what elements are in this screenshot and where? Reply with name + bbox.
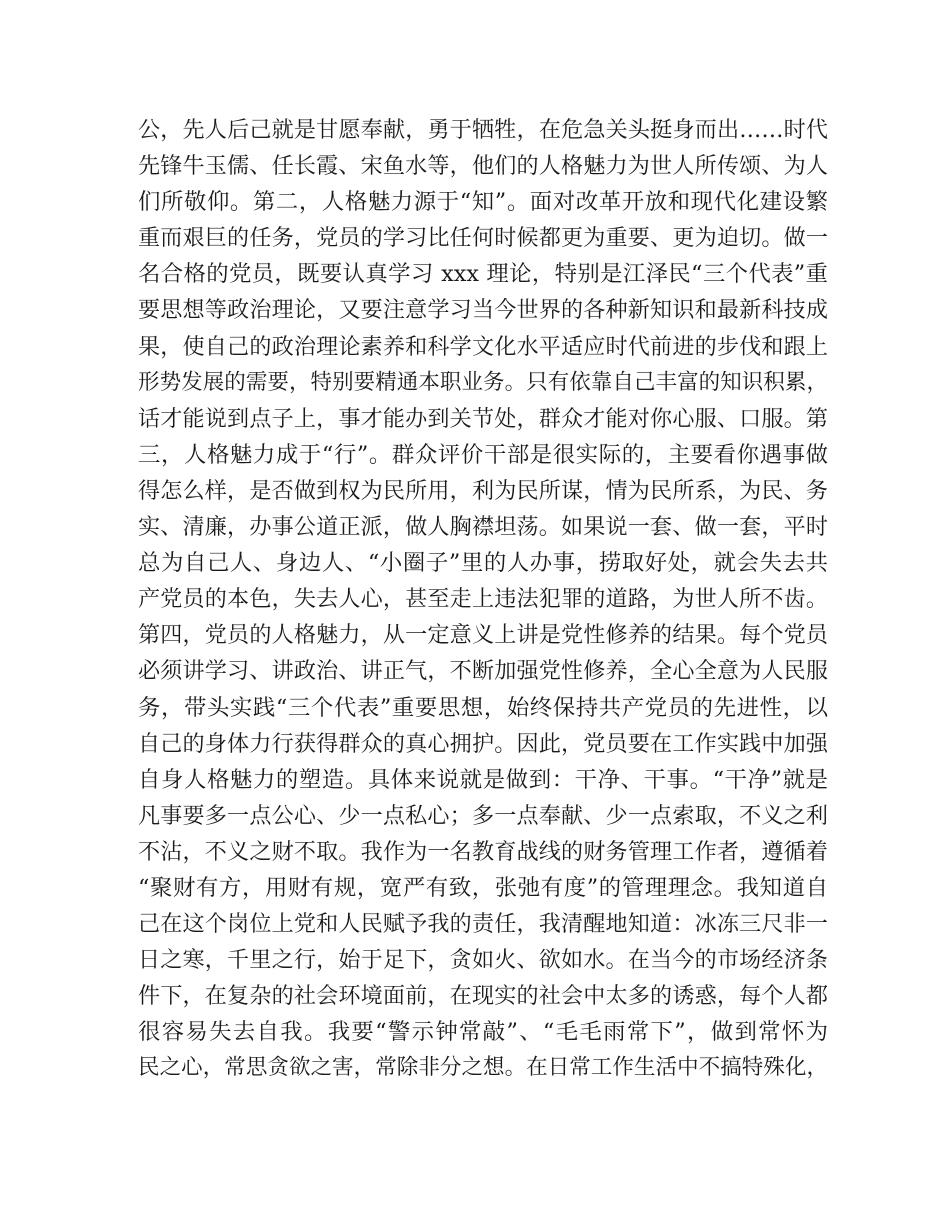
text-line: 总为自己人、身边人、“小圈子”里的人办事，捞取好处，就会失去共 [138,550,828,577]
text-line: 必须讲学习、讲政治、讲正气，不断加强党性修养，全心全意为人民服 [138,658,828,685]
text-line: 很容易失去自我。我要“警示钟常敲”、“毛毛雨常下”，做到常怀为 [138,1019,828,1046]
text-line: “聚财有方，用财有规，宽严有致，张弛有度”的管理理念。我知道自 [138,874,828,901]
text-line: 民之心，常思贪欲之害，常除非分之想。在日常工作生活中不搞特殊化， [138,1055,828,1081]
text-line: 日之寒，千里之行，始于足下，贪如火、欲如水。在当今的市场经济条 [138,947,828,974]
text-line: 得怎么样，是否做到权为民所用，利为民所谋，情为民所系，为民、务 [138,477,828,504]
text-line: 凡事要多一点公心、少一点私心；多一点奉献、少一点索取，不义之利 [138,802,828,829]
text-line: 名合格的党员，既要认真学习 xxx 理论，特别是江泽民“三个代表”重 [138,261,828,288]
text-line: 产党员的本色，失去人心，甚至走上违法犯罪的道路，为世人所不齿。 [138,586,828,613]
text-line: 自己的身体力行获得群众的真心拥护。因此，党员要在工作实践中加强 [138,730,828,757]
text-line: 务，带头实践“三个代表”重要思想，始终保持共产党员的先进性，以 [138,694,828,721]
text-line: 先锋牛玉儒、任长霞、宋鱼水等，他们的人格魅力为世人所传颂、为人 [138,153,828,180]
text-line: 要思想等政治理论，又要注意学习当今世界的各种新知识和最新科技成 [138,297,828,324]
text-line: 己在这个岗位上党和人民赋予我的责任，我清醒地知道：冰冻三尺非一 [138,911,828,938]
text-line: 话才能说到点子上，事才能办到关节处，群众才能对你心服、口服。第 [138,405,828,432]
text-line: 不沾，不义之财不取。我作为一名教育战线的财务管理工作者，遵循着 [138,838,828,865]
text-line: 自身人格魅力的塑造。具体来说就是做到：干净、干事。“干净”就是 [138,766,828,793]
text-line: 们所敬仰。第二，人格魅力源于“知”。面对改革开放和现代化建设繁 [138,189,828,216]
text-line: 第四，党员的人格魅力，从一定意义上讲是党性修养的结果。每个党员 [138,622,828,649]
text-line: 公，先人后己就是甘愿奉献，勇于牺牲，在危急关头挺身而出……时代 [138,117,828,143]
text-line: 三，人格魅力成于“行”。群众评价干部是很实际的，主要看你遇事做 [138,441,828,468]
text-line: 重而艰巨的任务，党员的学习比任何时候都更为重要、更为迫切。做一 [138,225,828,252]
text-line: 果，使自己的政治理论素养和科学文化水平适应时代前进的步伐和跟上 [138,333,828,360]
text-line: 件下，在复杂的社会环境面前，在现实的社会中太多的诱惑，每个人都 [138,983,828,1010]
text-line: 实、清廉，办事公道正派，做人胸襟坦荡。如果说一套、做一套，平时 [138,514,828,541]
text-line: 形势发展的需要，特别要精通本职业务。只有依靠自己丰富的知识积累， [138,369,828,395]
body-text [138,112,828,1087]
